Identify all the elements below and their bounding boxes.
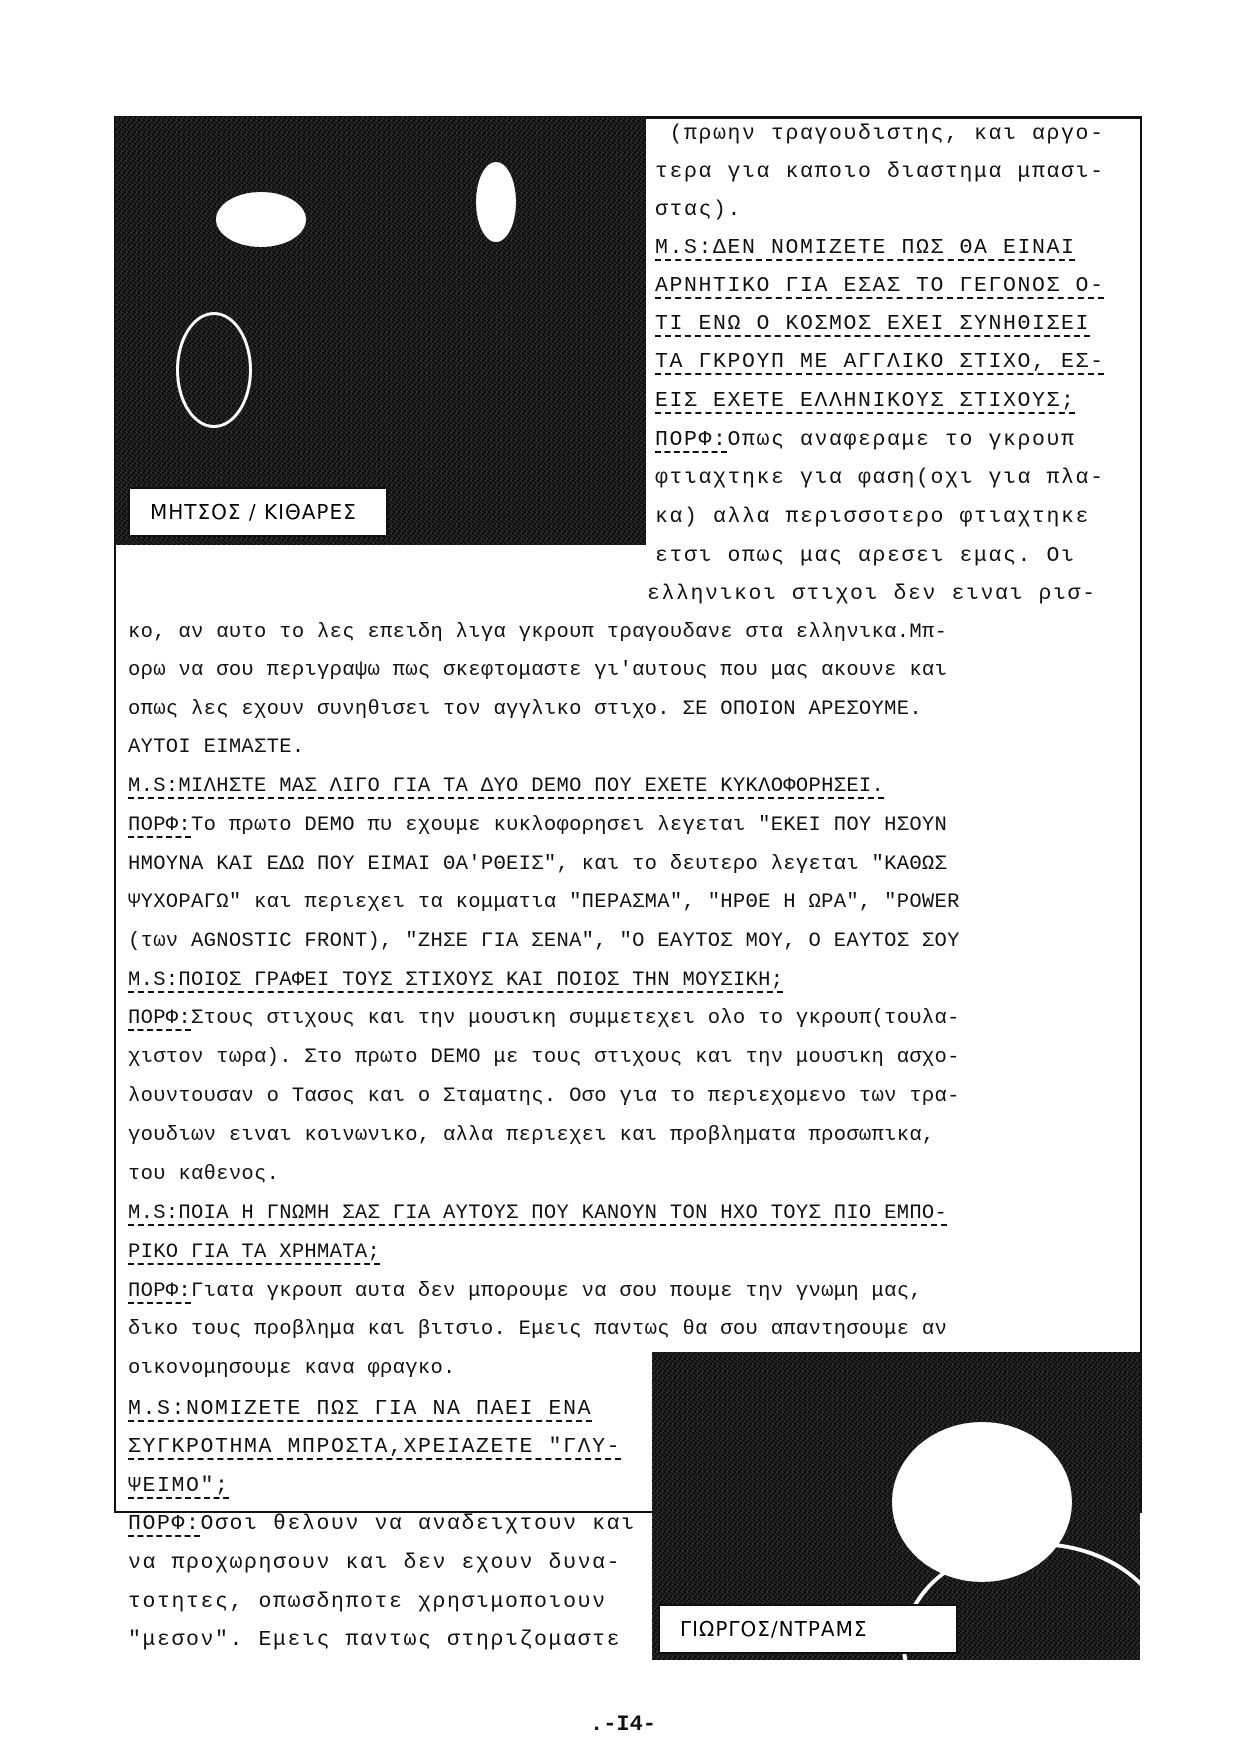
speaker-tag: ΠΟΡΦ: <box>655 428 728 452</box>
body-text-line <box>655 505 1090 529</box>
speaker-tag: ΠΟΡΦ: <box>128 1007 192 1030</box>
body-text-line <box>128 1551 621 1575</box>
interview-question-line <box>128 1435 621 1459</box>
body-text-line <box>128 1163 279 1187</box>
body-text-line <box>128 1590 607 1614</box>
interview-question-line <box>128 775 884 799</box>
line-text: Στους στιχους και την μουσικη συμμετεχει ολο το γκρουπ(τουλα- <box>191 1007 960 1030</box>
line-text: (πρωην τραγουδιστης, και αργο- <box>655 122 1105 146</box>
photo-drummer <box>652 1352 1140 1660</box>
line-text: M.S:ΠΟΙΟΣ ΓΡΑΦΕΙ ΤΟΥΣ ΣΤΙΧΟΥΣ ΚΑΙ ΠΟΙΟΣ ΤΗΝ ΜΟΥΣΙΚΗ; <box>128 969 784 992</box>
body-text-line <box>128 1124 935 1148</box>
line-text: οπως λες εχουν συνηθισει τον αγγλικο στιχο. ΣΕ ΟΠΟΙΟΝ ΑΡΕΣΟΥΜΕ. <box>128 698 922 721</box>
body-text-line <box>128 1357 456 1381</box>
caption-text: ΜΗΤΣΟΣ / ΚΙΘΑΡΕΣ <box>150 500 357 524</box>
line-text: (των AGNOSTIC FRONT), "ΖΗΣΕ ΓΙΑ ΣΕΝΑ", "Ο ΕΑΥΤΟΣ ΜΟΥ, Ο ΕΑΥΤΟΣ ΣΟΥ <box>128 930 960 953</box>
speaker-tag: ΠΟΡΦ: <box>128 814 192 837</box>
line-text: ΣΥΓΚΡΟΤΗΜΑ ΜΠΡΟΣΤΑ,ΧΡΕΙΑΖΕΤΕ "ΓΛΥ- <box>128 1435 622 1459</box>
line-text: ΨΕΙΜΟ"; <box>128 1474 230 1498</box>
guitarist-face <box>216 192 306 247</box>
line-text: Οσοι θελουν να αναδειχτουν και <box>200 1512 636 1536</box>
body-text-line <box>128 1318 947 1342</box>
interview-question-line <box>655 350 1105 374</box>
line-text: M.S:ΔΕΝ ΝΟΜΙΖΕΤΕ ΠΩΣ ΘΑ ΕΙΝΑΙ <box>655 236 1076 260</box>
photo-caption-guitarist <box>128 487 388 537</box>
line-text: ΑΥΤΟΙ ΕΙΜΑΣΤΕ. <box>128 736 305 759</box>
line-text: γουδιων ειναι κοινωνικο, αλλα περιεχει και προβληματα προσωπικα, <box>128 1124 935 1147</box>
line-text: ελληνικοι στιχοι δεν ειναι ρισ- <box>647 582 1097 606</box>
interview-answer-line <box>128 1007 960 1031</box>
photo-guitarist <box>116 117 646 545</box>
interview-question-line <box>655 274 1105 298</box>
interview-question-line <box>128 1241 380 1265</box>
body-text-line <box>128 736 304 760</box>
interview-question-line <box>655 312 1090 336</box>
body-text-line <box>128 698 922 722</box>
body-text-line <box>128 1046 960 1070</box>
guitar-body <box>176 312 252 428</box>
line-text: στας). <box>655 198 743 222</box>
line-text: οικονομησουμε κανα φραγκο. <box>128 1357 456 1380</box>
line-text: του καθενος. <box>128 1163 280 1186</box>
interview-question-line <box>655 389 1076 413</box>
line-text: ΤΙ ΕΝΩ Ο ΚΟΣΜΟΣ ΕΧΕΙ ΣΥΝΗΘΙΣΕΙ <box>655 312 1091 336</box>
body-text-line <box>128 930 960 954</box>
page-number: .-I4- <box>590 1712 657 1737</box>
caption-text: ΓΙΩΡΓΟΣ/ΝΤΡΑΜΣ <box>680 1617 868 1641</box>
line-text: λουντουσαν ο Τασος και ο Σταματης. Οσο για το περιεχομενο των τρα- <box>128 1085 960 1108</box>
interview-question-line <box>128 969 783 993</box>
body-text-line <box>128 853 947 877</box>
body-text-line <box>655 122 1105 146</box>
singer-face <box>476 162 516 242</box>
body-text-line <box>128 1628 621 1652</box>
line-text: ΤΑ ΓΚΡΟΥΠ ΜΕ ΑΓΓΛΙΚΟ ΣΤΙΧΟ, ΕΣ- <box>655 350 1105 374</box>
line-text: ΨΥΧΟΡΑΓΩ" και περιεχει τα κομματια "ΠΕΡΑΣΜΑ", "ΗΡΘΕ Η ΩΡΑ", "POWER <box>128 891 960 914</box>
body-text-line <box>655 198 742 222</box>
line-text: Οπως αναφεραμε το γκρουπ <box>727 428 1076 452</box>
line-text: Το πρωτο DEMO πυ εχουμε κυκλοφορησει λεγεται "ΕΚΕΙ ΠΟΥ ΗΣΟΥΝ <box>191 814 948 837</box>
speaker-tag: ΠΟΡΦ: <box>128 1280 192 1303</box>
line-text: τερα για καποιο διαστημα μπασι- <box>655 160 1105 184</box>
line-text: M.S:ΠΟΙΑ Η ΓΝΩΜΗ ΣΑΣ ΓΙΑ ΑΥΤΟΥΣ ΠΟΥ ΚΑΝΟΥΝ ΤΟΝ ΗΧΟ ΤΟΥΣ ΠΙΟ ΕΜΠΟ- <box>128 1202 948 1225</box>
body-text-line <box>647 582 1097 606</box>
interview-question-line <box>128 1397 592 1421</box>
line-text: M.S:ΝΟΜΙΖΕΤΕ ΠΩΣ ΓΙΑ ΝΑ ΠΑΕΙ ΕΝΑ <box>128 1397 593 1421</box>
body-text-line <box>128 1085 960 1109</box>
line-text: φτιαχτηκε για φαση(οχι για πλα- <box>655 466 1105 490</box>
body-text-line <box>655 160 1105 184</box>
line-text: M.S:ΜΙΛΗΣΤΕ ΜΑΣ ΛΙΓΟ ΓΙΑ ΤΑ ΔΥΟ DEMO ΠΟΥ ΕΧΕΤΕ ΚΥΚΛΟΦΟΡΗΣΕΙ. <box>128 775 885 798</box>
body-text-line <box>655 466 1105 490</box>
speaker-tag: ΠΟΡΦ: <box>128 1512 201 1536</box>
interview-question-line <box>655 236 1076 260</box>
line-text: ΕΙΣ ΕΧΕΤΕ ΕΛΛΗΝΙΚΟΥΣ ΣΤΙΧΟΥΣ; <box>655 389 1076 413</box>
line-text: χιστον τωρα). Στο πρωτο DEMO με τους στιχους και την μουσικη ασχο- <box>128 1046 960 1069</box>
interview-answer-line <box>128 1280 922 1304</box>
line-text: ΗΜΟΥΝΑ ΚΑΙ ΕΔΩ ΠΟΥ ΕΙΜΑΙ ΘΑ'ΡΘΕΙΣ", και το δευτερο λεγεται "ΚΑΘΩΣ <box>128 853 948 876</box>
interview-answer-line <box>128 814 947 838</box>
line-text: ορω να σου περιγραψω πως σκεφτομαστε γι'αυτους που μας ακουνε και <box>128 659 948 682</box>
line-text: κο, αν αυτο το λες επειδη λιγα γκρουπ τραγουδανε στα ελληνικα.Μπ- <box>128 621 948 644</box>
line-text: να προχωρησουν και δεν εχουν δυνα- <box>128 1551 622 1575</box>
interview-answer-line <box>128 1512 636 1536</box>
interview-answer-line <box>655 428 1076 452</box>
body-text-line <box>128 659 947 683</box>
interview-question-line <box>128 1474 230 1498</box>
line-text: τοτητες, οπωσδηποτε χρησιμοποιουν <box>128 1590 607 1614</box>
line-text: δικο τους προβλημα και βιτσιο. Εμεις παντως θα σου απαντησουμε αν <box>128 1318 948 1341</box>
body-text-line <box>128 891 960 915</box>
line-text: ΡΙΚΟ ΓΙΑ ΤΑ ΧΡΗΜΑΤΑ; <box>128 1241 381 1264</box>
body-text-line <box>655 544 1076 568</box>
line-text: ετσι οπως μας αρεσει εμας. Οι <box>655 544 1076 568</box>
photo-caption-drummer <box>658 1604 958 1654</box>
line-text: ΑΡΝΗΤΙΚΟ ΓΙΑ ΕΣΑΣ ΤΟ ΓΕΓΟΝΟΣ Ο- <box>655 274 1105 298</box>
line-text: Γιατα γκρουπ αυτα δεν μπορουμε να σου πουμε την γνωμη μας, <box>191 1280 922 1303</box>
line-text: κα) αλλα περισσοτερο φτιαχτηκε <box>655 505 1091 529</box>
line-text: "μεσον". Εμεις παντως στηριζομαστε <box>128 1628 622 1652</box>
interview-question-line <box>128 1202 947 1226</box>
body-text-line <box>128 621 947 645</box>
